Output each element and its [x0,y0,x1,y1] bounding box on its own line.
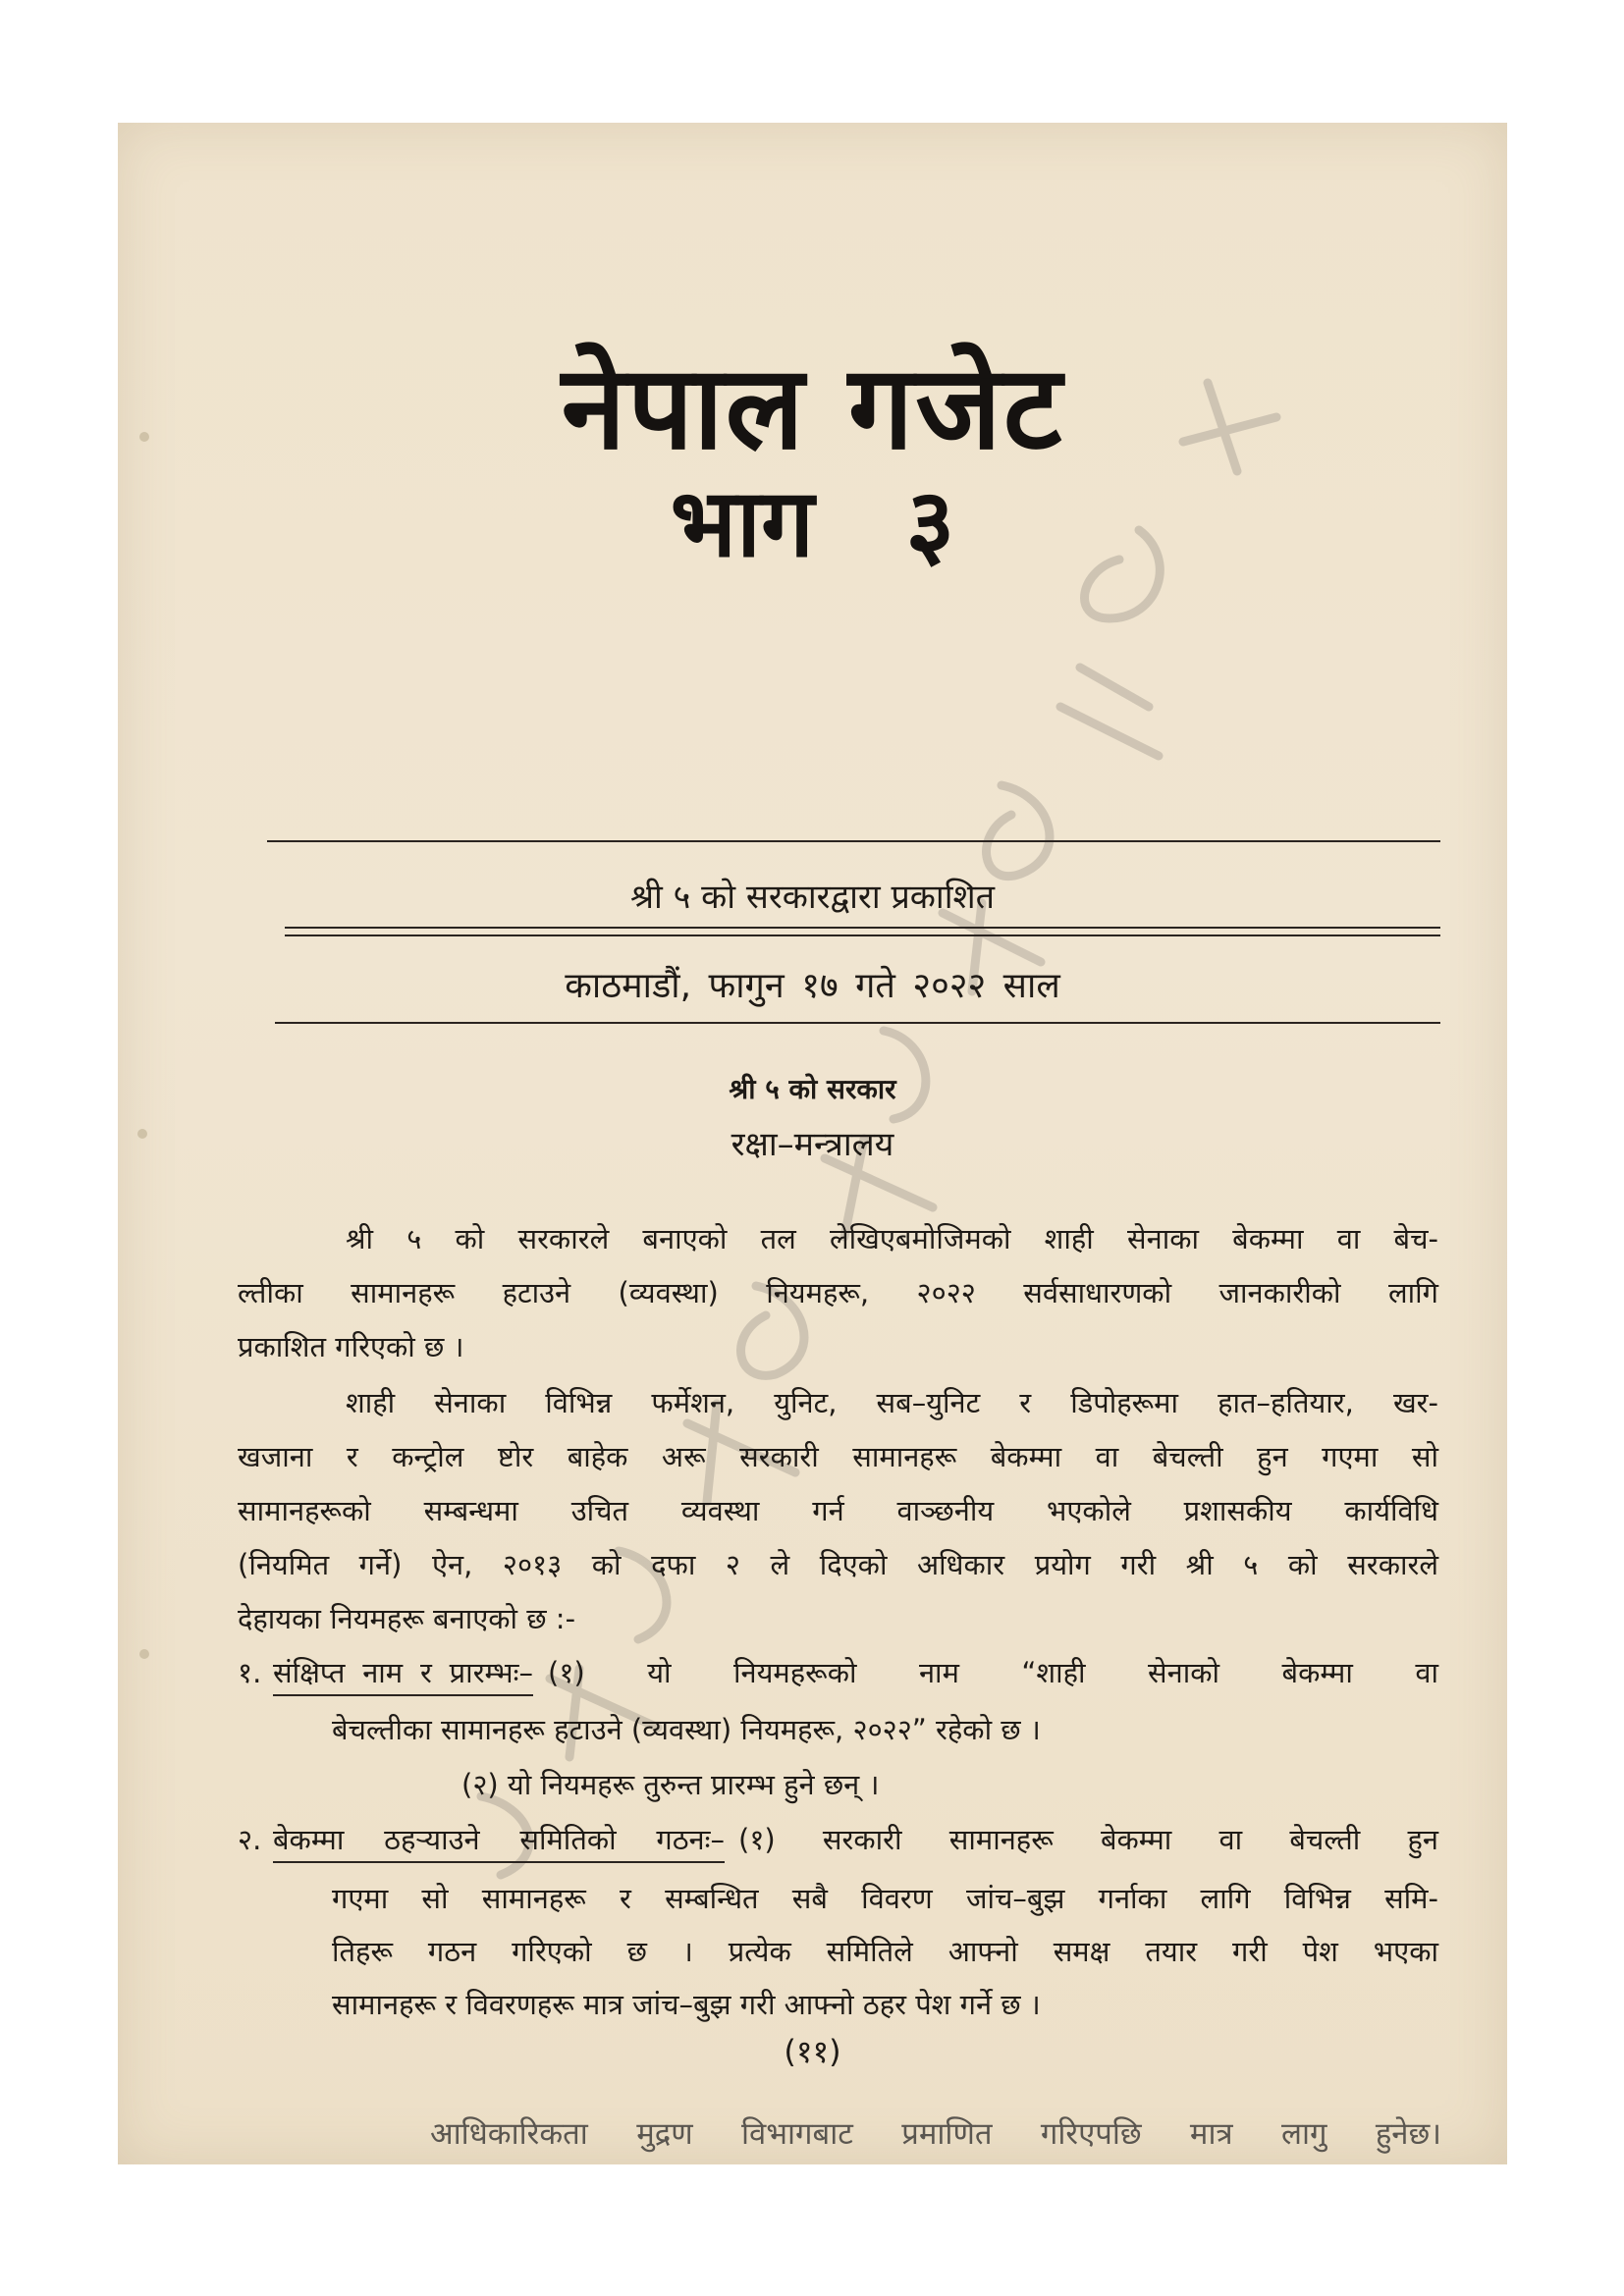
divider [267,840,1440,842]
rule-text: (१) सरकारी सामानहरू बेकम्मा वा बेचल्ती हुन [738,1823,1438,1856]
footer-note: आधिकारिकता मुद्रण विभागबाट प्रमाणित गरिएपछि मात्र लागु हुनेछ। [430,2116,1441,2152]
rule-text: सामानहरू र विवरणहरू मात्र जांच–बुझ गरी आफ्नो ठहर पेश गर्ने छ । [332,1988,1041,2021]
intro-line: प्रकाशित गरिएको छ । [238,1330,464,1363]
preamble-line: (नियमित गर्ने) ऐन, २०१३ को दफा २ ले दिएको अधिकार प्रयोग गरी श्री ५ को सरकारले [238,1548,1438,1581]
intro-line: ल्तीका सामानहरू हटाउने (व्यवस्था) नियमहरू, २०२२ सर्वसाधारणको जानकारीको लागि [238,1276,1438,1309]
rule-subclause: (२) यो नियमहरू तुरुन्त प्रारम्भ हुने छन् । [461,1768,880,1801]
divider [275,1022,1440,1024]
rule-heading: बेकम्मा ठहऱ्याउने समितिको गठनः– [273,1818,725,1863]
punch-hole-mark [139,1649,149,1659]
gazette-title: नेपाल गजेट [561,340,1064,475]
page-number: (११) [784,2033,841,2070]
rule-text: (१) यो नियमहरूको नाम “शाही सेनाको बेकम्मा वा [548,1656,1438,1689]
preamble-line: खजाना र कन्ट्रोल ष्टोर बाहेक अरू सरकारी सामानहरू बेकम्मा वा बेचल्ती हुन गएमा सो [238,1440,1438,1473]
rule-text: गएमा सो सामानहरू र सम्बन्धित सबै विवरण जांच–बुझ गर्नाका लागि विभिन्न समि- [332,1882,1438,1915]
divider [285,927,1440,929]
rule-number: १. [238,1656,262,1689]
rule-text: बेचल्तीका सामानहरू हटाउने (व्यवस्था) नियमहरू, २०२२” रहेको छ । [332,1713,1041,1746]
government-heading: श्री ५ को सरकार [729,1073,896,1105]
intro-line: श्री ५ को सरकारले बनाएको तल लेखिएबमोजिमको शाही सेनाका बेकम्मा वा बेच- [346,1222,1438,1255]
publisher-line: श्री ५ को सरकारद्वारा प्रकाशित [629,878,996,917]
divider [285,934,1440,936]
preamble-line: शाही सेनाका विभिन्न फर्मेशन, युनिट, सब–युनिट र डिपोहरूमा हात–हतियार, खर- [346,1386,1438,1419]
rule-number: २. [238,1823,262,1856]
preamble-line: सामानहरूको सम्बन्धमा उचित व्यवस्था गर्न वाञ्छनीय भएकोले प्रशासकीय कार्यविधि [238,1494,1438,1527]
rule-text: तिहरू गठन गरिएको छ । प्रत्येक समितिले आफ्नो समक्ष तयार गरी पेश भएका [332,1935,1438,1968]
ministry-heading: रक्षा–मन्त्रालय [731,1125,894,1164]
gazette-part: भाग ३ [670,468,955,578]
dateline: काठमाडौं, फागुन १७ गते २०२२ साल [565,966,1060,1006]
rule-heading: संक्षिप्त नाम र प्रारम्भः– [273,1651,533,1696]
preamble-line: देहायका नियमहरू बनाएको छ :- [238,1602,576,1635]
